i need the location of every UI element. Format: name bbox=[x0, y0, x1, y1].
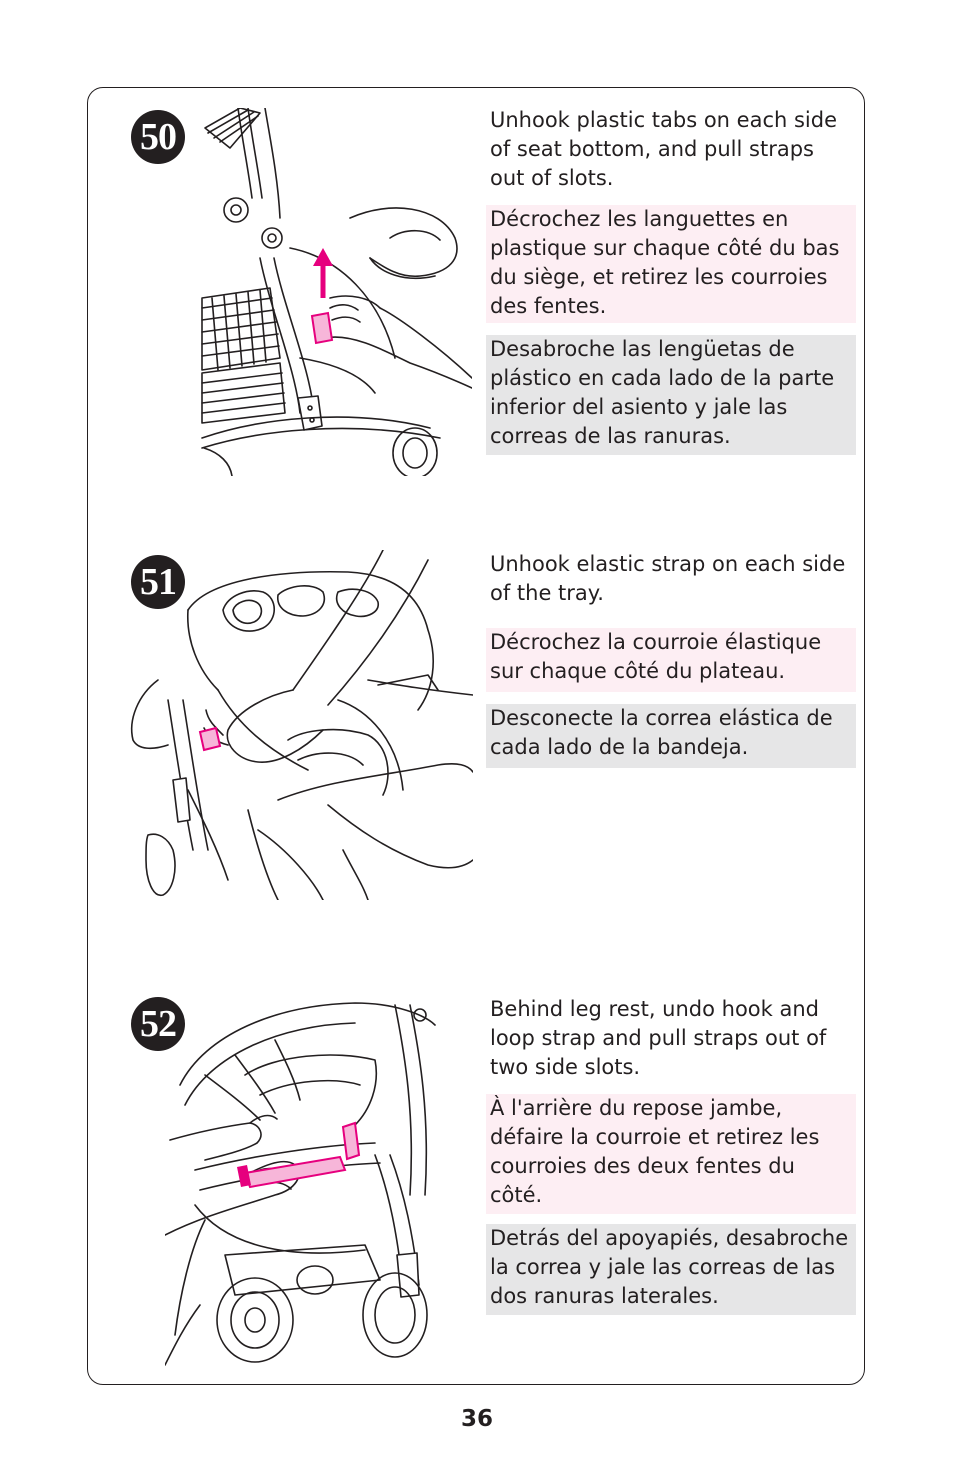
step-52-illustration bbox=[165, 995, 445, 1367]
step-52-text-es: Detrás del apoyapiés, desabroche la correa y jale las correas de las dos ranuras laterales. bbox=[486, 1224, 856, 1315]
step-51-text-en: Unhook elastic strap on each side of the tray. bbox=[490, 552, 846, 605]
step-52-badge: 52 bbox=[131, 997, 185, 1051]
step-52-text-en: Behind leg rest, undo hook and loop strap and pull straps out of two side slots. bbox=[490, 997, 827, 1079]
step-51-badge: 51 bbox=[131, 555, 185, 609]
page-number: 36 bbox=[460, 1406, 493, 1432]
step-52-text-fr: À l'arrière du repose jambe, défaire la courroie et retirez les courroies des deux fentes du côté. bbox=[486, 1094, 856, 1214]
step-50-text-es: Desabroche las lengüetas de plástico en cada lado de la parte inferior del asiento y jale las correas de las ranuras. bbox=[486, 335, 856, 455]
step-50-text-en: Unhook plastic tabs on each side of seat bottom, and pull straps out of slots. bbox=[490, 108, 838, 190]
step-51-text-fr: Décrochez la courroie élastique sur chaque côté du plateau. bbox=[486, 628, 856, 692]
step-50-text-fr: Décrochez les languettes en plastique sur chaque côté du bas du siège, et retirez les courroies des fentes. bbox=[486, 205, 856, 323]
step-51-text-es: Desconecte la correa elástica de cada lado de la bandeja. bbox=[486, 704, 856, 768]
step-51-illustration bbox=[128, 550, 473, 900]
step-50-badge: 50 bbox=[131, 110, 185, 164]
step-50-illustration bbox=[200, 108, 472, 476]
